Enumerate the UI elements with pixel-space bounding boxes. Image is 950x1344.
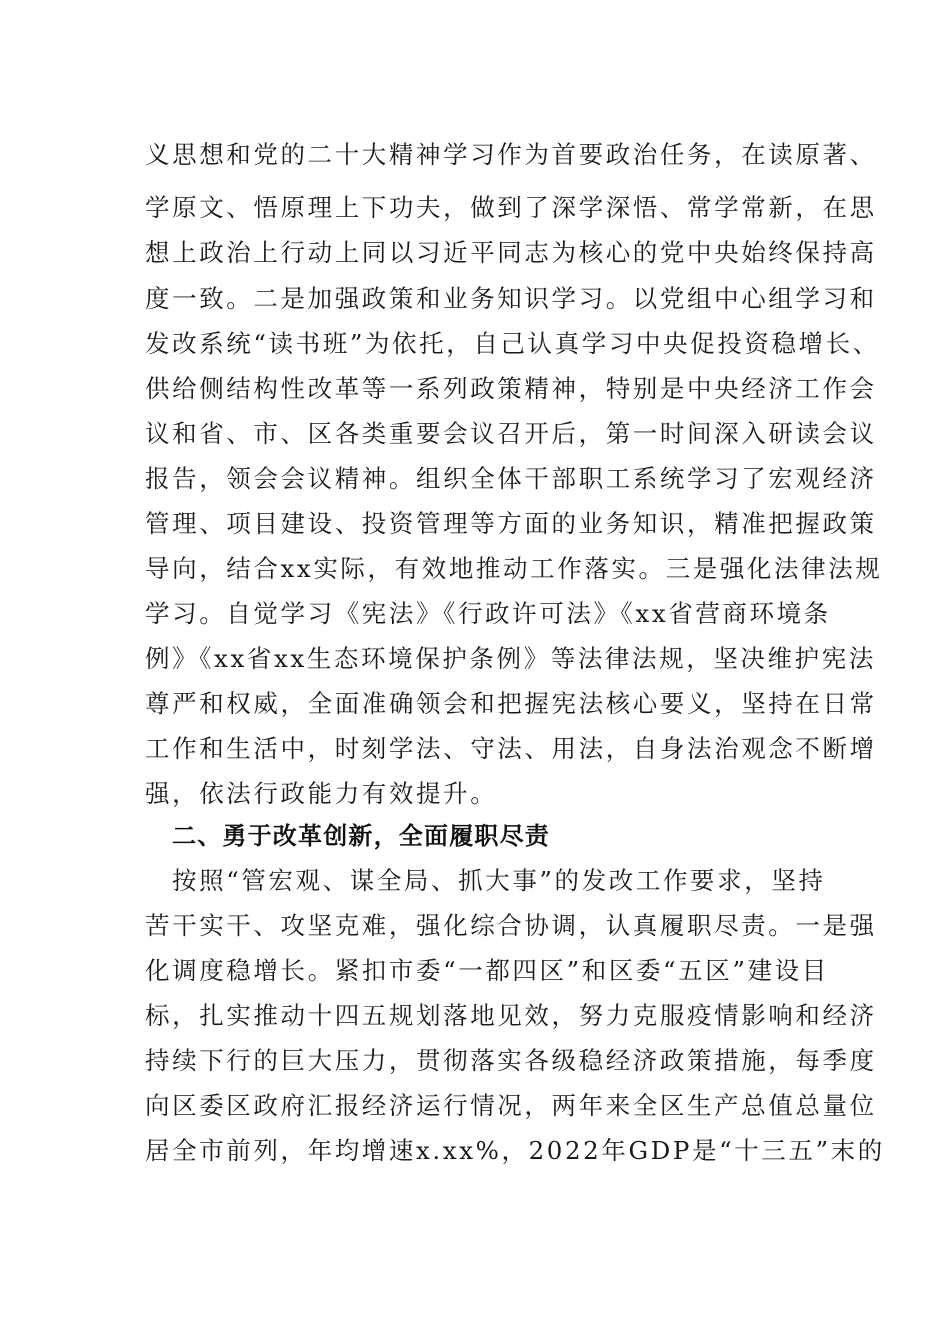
paragraph2-line-1: 按照“管宏观、谋全局、抓大事”的发改工作要求，坚持 <box>172 866 826 895</box>
paragraph2-line-7: 居全市前列，年均增速x.xx%，2022年GDP是“十三五”末的 <box>145 1136 885 1165</box>
paragraph-line-9: 管理、项目建设、投资管理等方面的业务知识，精准把握政策 <box>145 509 877 538</box>
paragraph-line-3: 想上政治上行动上同以习近平同志为核心的党中央始终保持高 <box>145 238 877 267</box>
section-heading: 二、勇于改革创新，全面履职尽责 <box>172 822 550 850</box>
paragraph-line-10: 导向，结合xx实际，有效地推动工作落实。三是强化法律法规 <box>145 554 883 583</box>
paragraph2-line-4: 标，扎实推动十四五规划落地见效，努力克服疫情影响和经济 <box>145 1001 877 1030</box>
paragraph-line-4: 度一致。二是加强政策和业务知识学习。以党组中心组学习和 <box>145 284 877 313</box>
paragraph2-line-5: 持续下行的巨大压力，贯彻落实各级稳经济政策措施，每季度 <box>145 1046 877 1075</box>
paragraph-line-5: 发改系统“读书班”为依托，自己认真学习中央促投资稳增长、 <box>145 329 880 358</box>
paragraph2-line-2: 苦干实干、攻坚克难，强化综合协调，认真履职尽责。一是强 <box>145 911 877 940</box>
paragraph-line-1: 义思想和党的二十大精神学习作为首要政治任务，在读原著、 <box>145 140 877 169</box>
paragraph-line-15: 强，依法行政能力有效提升。 <box>145 779 498 808</box>
paragraph-line-2: 学原文、悟原理上下功夫，做到了深学深悟、常学常新，在思 <box>145 193 877 222</box>
paragraph-line-11: 学习。自觉学习《宪法》《行政许可法》《xx省营商环境条 <box>145 599 831 628</box>
paragraph2-line-6: 向区委区政府汇报经济运行情况，两年来全区生产总值总量位 <box>145 1091 877 1120</box>
paragraph-line-13: 尊严和权威，全面准确领会和把握宪法核心要义，坚持在日常 <box>145 689 877 718</box>
paragraph-line-7: 议和省、市、区各类重要会议召开后，第一时间深入研读会议 <box>145 419 877 448</box>
paragraph2-line-3: 化调度稳增长。紧扣市委“一都四区”和区委“五区”建设目 <box>145 956 829 985</box>
paragraph-line-12: 例》《xx省xx生态环境保护条例》等法律法规，坚决维护宪法 <box>145 644 876 673</box>
paragraph-line-6: 供给侧结构性改革等一系列政策精神，特别是中央经济工作会 <box>145 374 877 403</box>
paragraph-line-8: 报告，领会会议精神。组织全体干部职工系统学习了宏观经济 <box>145 464 877 493</box>
paragraph-line-14: 工作和生活中，时刻学法、守法、用法，自身法治观念不断增 <box>145 734 877 763</box>
